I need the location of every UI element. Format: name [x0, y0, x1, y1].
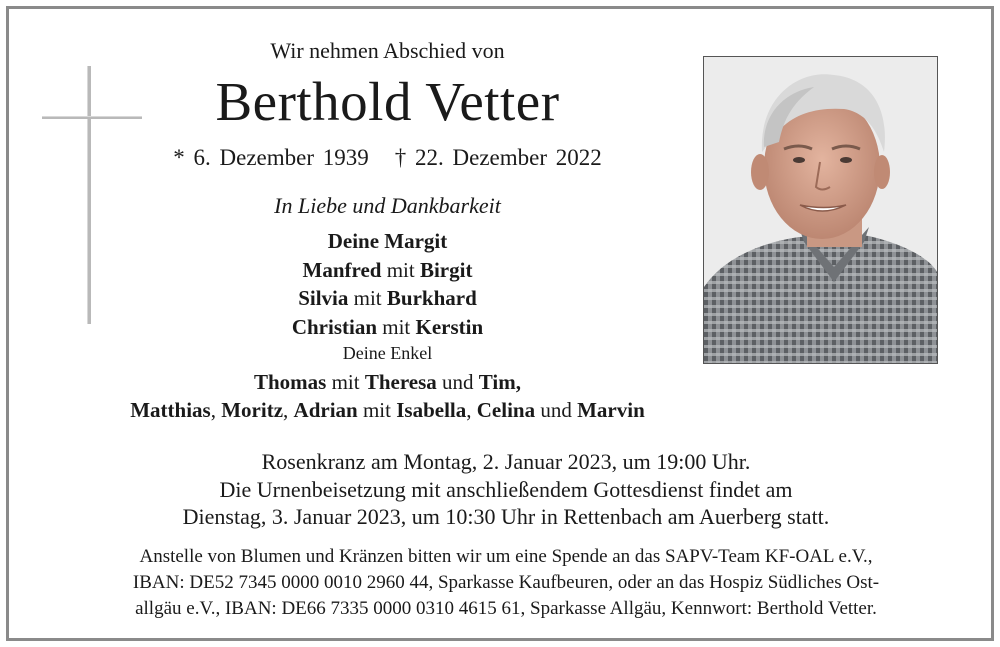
great-grandchild-name: Tim,: [478, 370, 522, 394]
donation-line: Anstelle von Blumen und Kränzen bitten wir um eine Spende an das SAPV-Team KF-OAL e.V.,: [139, 546, 873, 567]
connector: mit: [357, 398, 397, 422]
connector: mit: [386, 258, 415, 282]
family-line-spouse: [0, 229, 775, 254]
intro-text: Wir nehmen Abschied von: [270, 38, 505, 63]
child-name: Manfred: [302, 258, 382, 282]
life-dates: [0, 145, 775, 171]
separator: ,: [210, 398, 222, 422]
donation-line: IBAN: DE52 7345 0000 0010 2960 44, Sparkasse Kaufbeuren, oder an das Hospiz Südliches Ost-: [132, 572, 880, 593]
deceased-name: Berthold Vetter: [215, 71, 560, 132]
grandchild-name: Adrian: [293, 398, 358, 422]
connector: mit: [382, 315, 411, 339]
grandchild-name: Marvin: [577, 398, 645, 422]
child-name: Christian: [291, 315, 377, 339]
partner-name: Isabella: [396, 398, 467, 422]
connector: mit: [353, 286, 382, 310]
connector: und: [535, 398, 578, 422]
partner-name: Burkhard: [386, 286, 477, 310]
spouse-name: Deine Margit: [327, 229, 448, 253]
family-line-child: [0, 286, 775, 311]
service-rosary: Rosenkranz am Montag, 2. Januar 2023, um 19:00 Uhr.: [261, 449, 751, 474]
connector: mit: [331, 370, 360, 394]
partner-name: Kerstin: [415, 315, 484, 339]
family-line-child: [0, 258, 775, 283]
service-burial-details: Dienstag, 3. Januar 2023, um 10:30 Uhr in Rettenbach am Auerberg statt.: [182, 504, 830, 529]
portrait-illustration: [704, 57, 937, 363]
family-line-grandchildren: [0, 370, 775, 395]
death-date: † 22. Dezember 2022: [394, 145, 602, 170]
grandchild-name: Moritz: [221, 398, 284, 422]
family-line-child: [0, 315, 775, 340]
service-burial: Die Urnenbeisetzung mit anschließendem Gottesdienst findet am: [219, 477, 793, 502]
connector: und: [442, 370, 474, 394]
child-name: Silvia: [298, 286, 349, 310]
portrait-photo: [703, 56, 938, 364]
grandchild-name: Celina: [476, 398, 536, 422]
separator: ,: [283, 398, 294, 422]
partner-name: Birgit: [419, 258, 473, 282]
grandchild-name: Matthias: [130, 398, 211, 422]
grandchild-name: Thomas: [253, 370, 327, 394]
separator: ,: [466, 398, 477, 422]
dedication: In Liebe und Dankbarkeit: [274, 193, 501, 218]
partner-name: Theresa: [364, 370, 437, 394]
birth-date: * 6. Dezember 1939: [173, 145, 369, 170]
family-line-grandchildren: [0, 398, 775, 423]
grandchildren-label: Deine Enkel: [342, 343, 433, 363]
donation-line: allgäu e.V., IBAN: DE66 7335 0000 0310 4615 61, Sparkasse Allgäu, Kennwort: Berthold Vetter.: [135, 598, 877, 619]
